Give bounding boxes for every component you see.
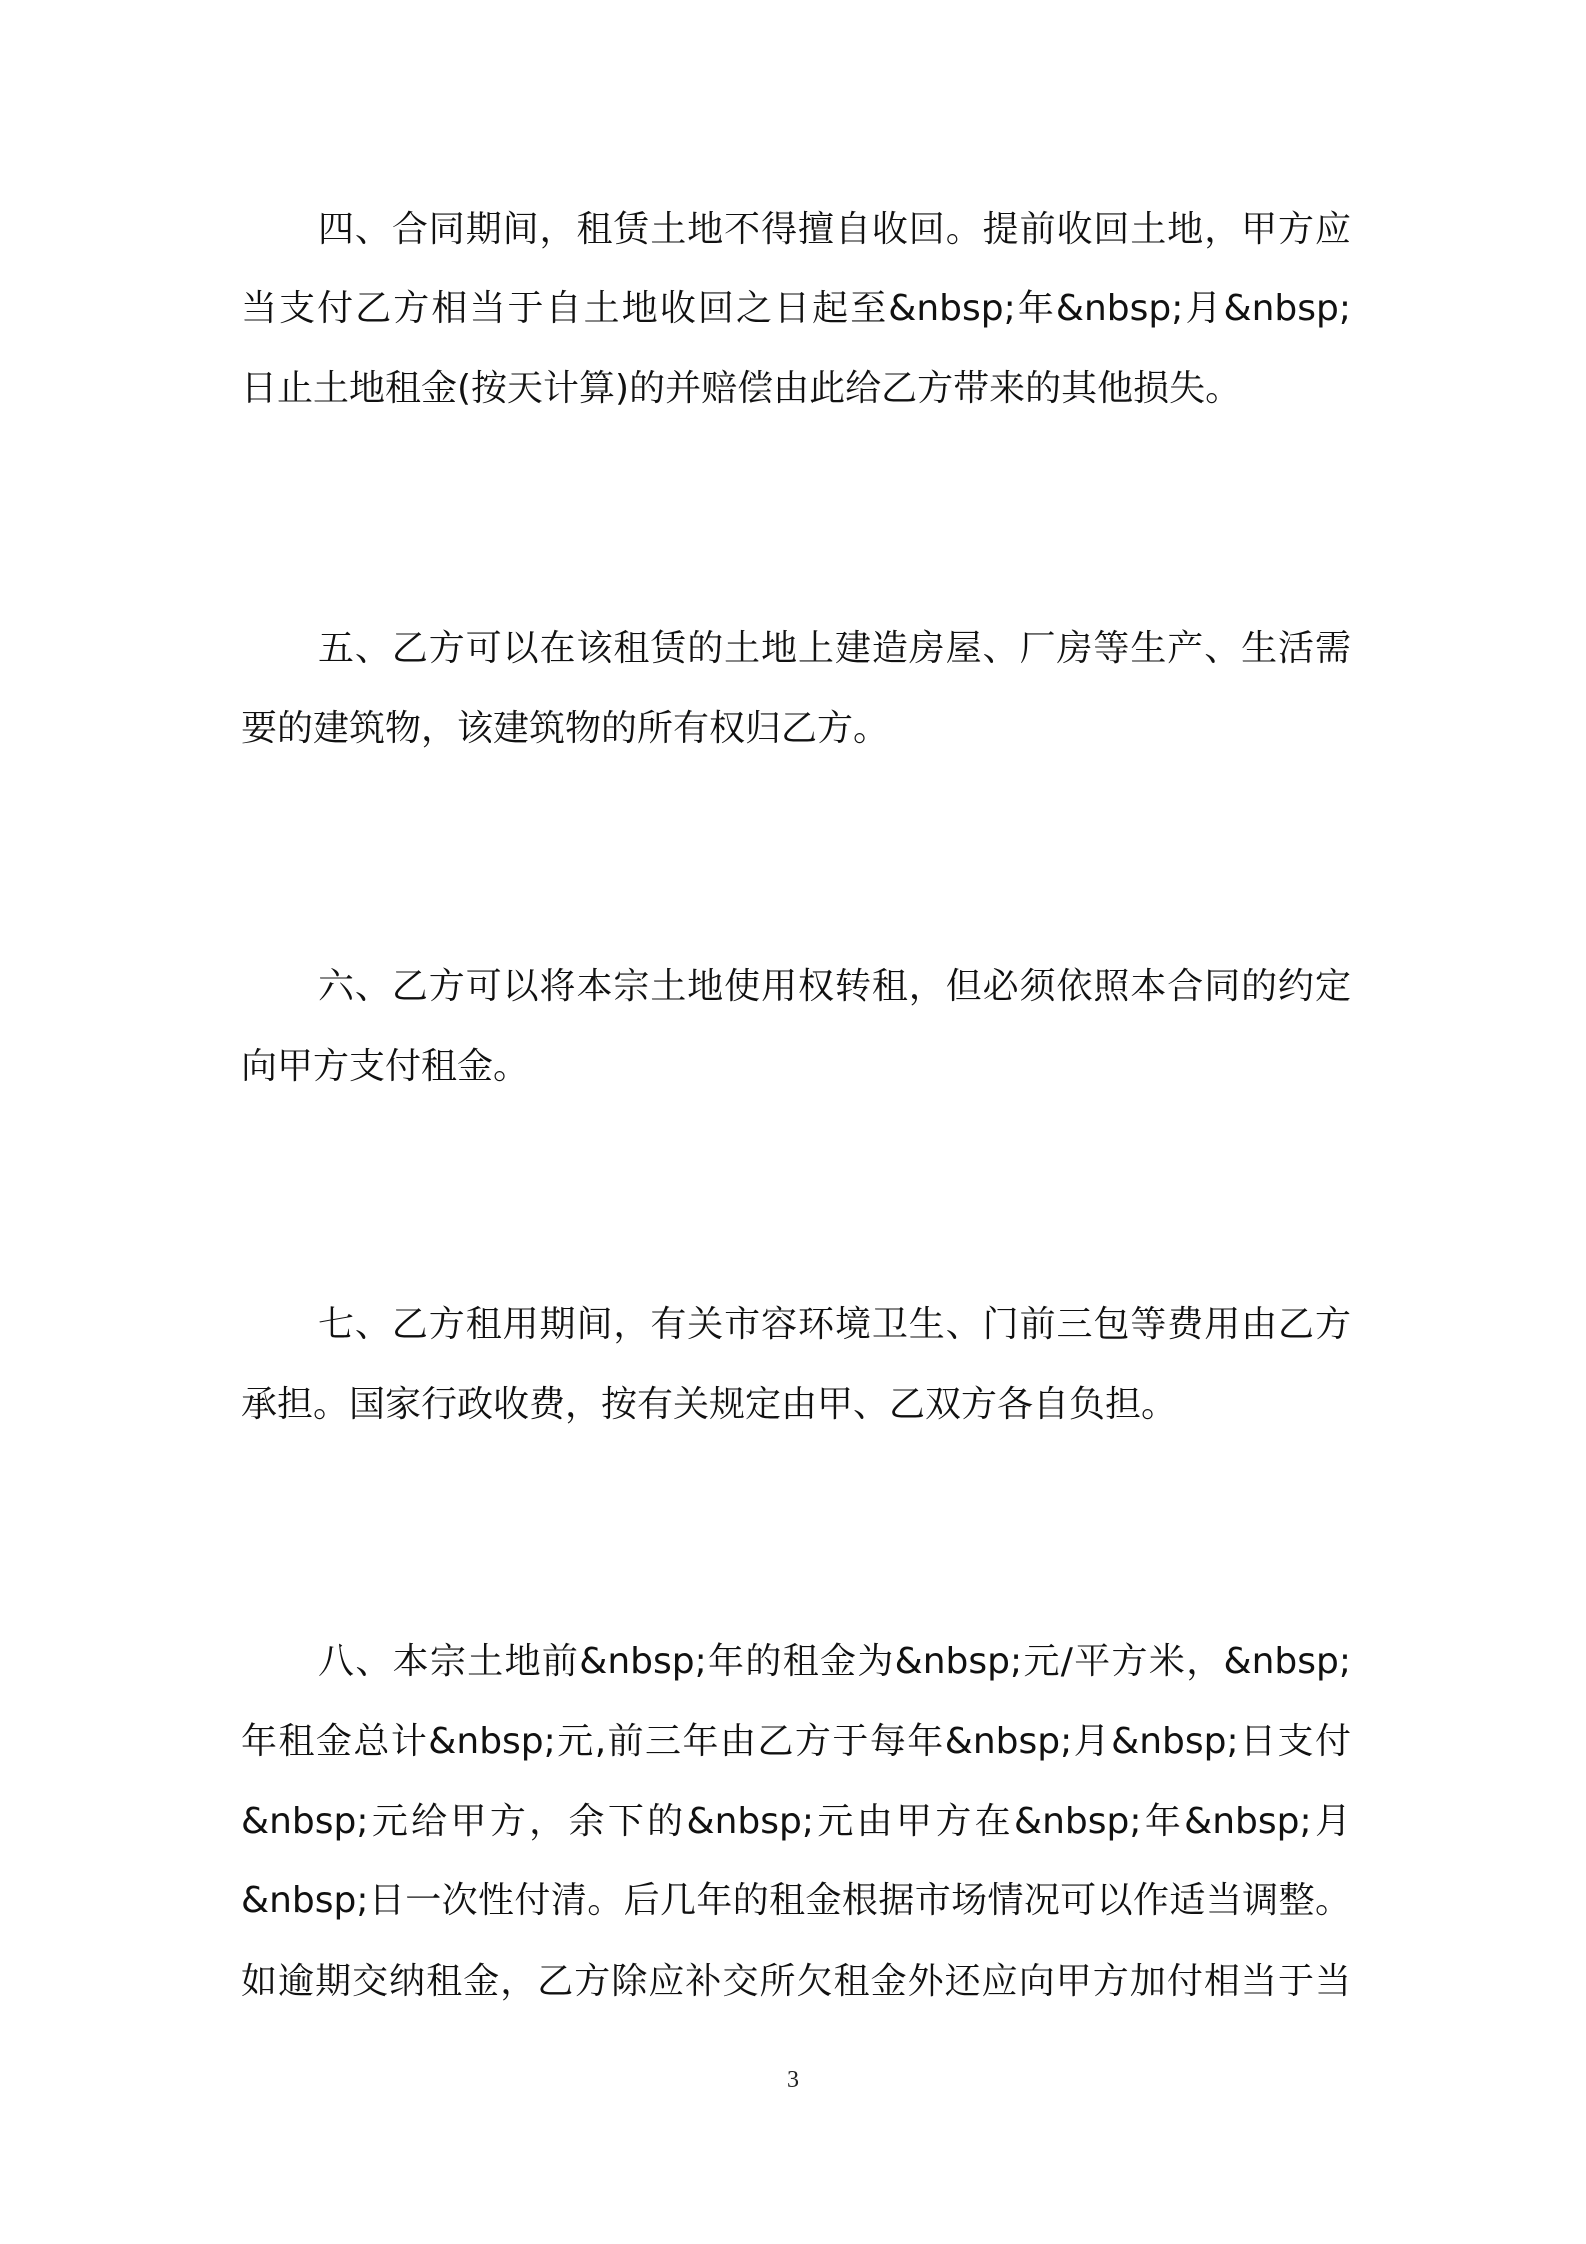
text-line: 六、乙方可以将本宗土地使用权转租，但必须依照本合同的约定	[318, 966, 1351, 1007]
text-line: 承担。国家行政收费，按有关规定由甲、乙双方各自负担。	[241, 1384, 1178, 1425]
text-line: &nbsp;元给甲方，余下的&nbsp;元由甲方在&nbsp;年&nbsp;月	[241, 1801, 1351, 1842]
text-line: 五、乙方可以在该租赁的土地上建造房屋、厂房等生产、生活需	[318, 628, 1351, 669]
text-line: 要的建筑物，该建筑物的所有权归乙方。	[241, 708, 890, 749]
text-line: 四、合同期间，租赁土地不得擅自收回。提前收回土地，甲方应	[318, 209, 1351, 250]
text-line: 七、乙方租用期间，有关市容环境卫生、门前三包等费用由乙方	[318, 1304, 1351, 1345]
text-line: 日止土地租金(按天计算)的并赔偿由此给乙方带来的其他损失。	[241, 368, 1242, 409]
text-line: 如逾期交纳租金，乙方除应补交所欠租金外还应向甲方加付相当于当	[241, 1961, 1351, 2002]
page-number: 3	[787, 2067, 799, 2093]
text-line: 年租金总计&nbsp;元,前三年由乙方于每年&nbsp;月&nbsp;日支付	[241, 1721, 1351, 1762]
text-line: 向甲方支付租金。	[241, 1046, 530, 1087]
text-line: &nbsp;日一次性付清。后几年的租金根据市场情况可以作适当调整。	[241, 1880, 1351, 1921]
text-line: 八、本宗土地前&nbsp;年的租金为&nbsp;元/平方米，&nbsp;	[318, 1641, 1351, 1682]
text-line: 当支付乙方相当于自土地收回之日起至&nbsp;年&nbsp;月&nbsp;	[241, 288, 1351, 329]
